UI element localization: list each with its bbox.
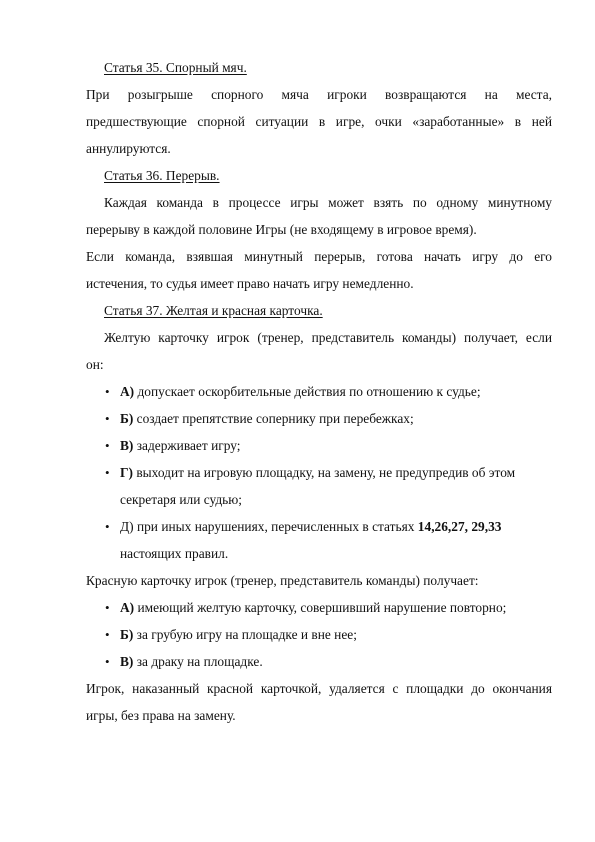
item-text: задерживает игру; [133, 438, 241, 453]
article-35-line-2: предшествующие спорной ситуации в игре, очки «заработанные» в ней [86, 114, 552, 129]
article-36-p1-line-1: Каждая команда в процессе игры может взять по одному минутному [104, 195, 552, 210]
item-text: выходит на игровую площадку, на замену, не предупредив об этом [132, 465, 516, 480]
item-text: при иных нарушениях, перечисленных в статьях [133, 519, 418, 534]
bullet-icon: • [105, 465, 110, 480]
article-36-p2-line-1: Если команда, взявшая минутный перерыв, готова начать игру до его [86, 249, 552, 264]
red-card-intro: Красную карточку игрок (тренер, представитель команды) получает: [86, 573, 479, 588]
list-item [86, 405, 552, 432]
item-text: за грубую игру на площадке и вне нее; [133, 627, 357, 642]
list-item [86, 378, 552, 405]
bullet-icon: • [105, 411, 110, 426]
final-paragraph-line-1: Игрок, наказанный красной карточкой, удаляется с площадки до окончания [86, 681, 552, 696]
item-text: за драку на площадке. [133, 654, 263, 669]
item-letter: Б) [120, 627, 134, 642]
item-text-continuation: секретаря или судью; [120, 492, 242, 507]
article-36-paragraph-1 [86, 189, 552, 243]
list-item [86, 621, 552, 648]
bullet-icon: • [105, 438, 110, 453]
item-text: имеющий желтую карточку, совершивший нарушение повторно; [134, 600, 507, 615]
list-item [86, 594, 552, 621]
article-35-line-1: При розыгрыше спорного мяча игроки возвращаются на места, [86, 87, 552, 102]
yellow-card-intro-line-2: он: [86, 357, 104, 372]
item-text: создает препятствие сопернику при перебежках; [133, 411, 414, 426]
article-36-heading: Статья 36. Перерыв. [104, 168, 220, 183]
document-content [86, 54, 552, 729]
article-references: 14,26,27, 29,33 [417, 519, 502, 534]
item-letter: А) [120, 600, 135, 615]
article-36-paragraph-2 [86, 243, 552, 297]
item-letter: В) [120, 438, 134, 453]
list-item [86, 648, 552, 675]
article-37-heading: Статья 37. Желтая и красная карточка. [104, 303, 323, 318]
bullet-icon: • [105, 519, 110, 534]
yellow-card-list [86, 378, 552, 567]
list-item [86, 432, 552, 459]
article-35-paragraph [86, 81, 552, 162]
item-letter: Д) [120, 519, 134, 534]
final-paragraph [86, 675, 552, 729]
bullet-icon: • [105, 600, 110, 615]
list-item [86, 459, 552, 513]
article-36-p2-line-2: истечения, то судья имеет право начать игру немедленно. [86, 276, 414, 291]
yellow-card-intro [86, 324, 552, 378]
final-paragraph-line-2: игры, без права на замену. [86, 708, 236, 723]
item-text: допускает оскорбительные действия по отношению к судье; [134, 384, 481, 399]
bullet-icon: • [105, 654, 110, 669]
bullet-icon: • [105, 627, 110, 642]
item-letter: Г) [120, 465, 133, 480]
article-35-line-3: аннулируются. [86, 141, 171, 156]
item-letter: В) [120, 654, 134, 669]
item-letter: Б) [120, 411, 134, 426]
list-item [86, 513, 552, 567]
red-card-list [86, 594, 552, 675]
bullet-icon: • [105, 384, 110, 399]
item-text-continuation: настоящих правил. [120, 546, 229, 561]
item-letter: А) [120, 384, 135, 399]
yellow-card-intro-line-1: Желтую карточку игрок (тренер, представитель команды) получает, если [104, 330, 552, 345]
article-35-heading: Статья 35. Спорный мяч. [104, 60, 247, 75]
article-36-p1-line-2: перерыву в каждой половине Игры (не входящему в игровое время). [86, 222, 477, 237]
